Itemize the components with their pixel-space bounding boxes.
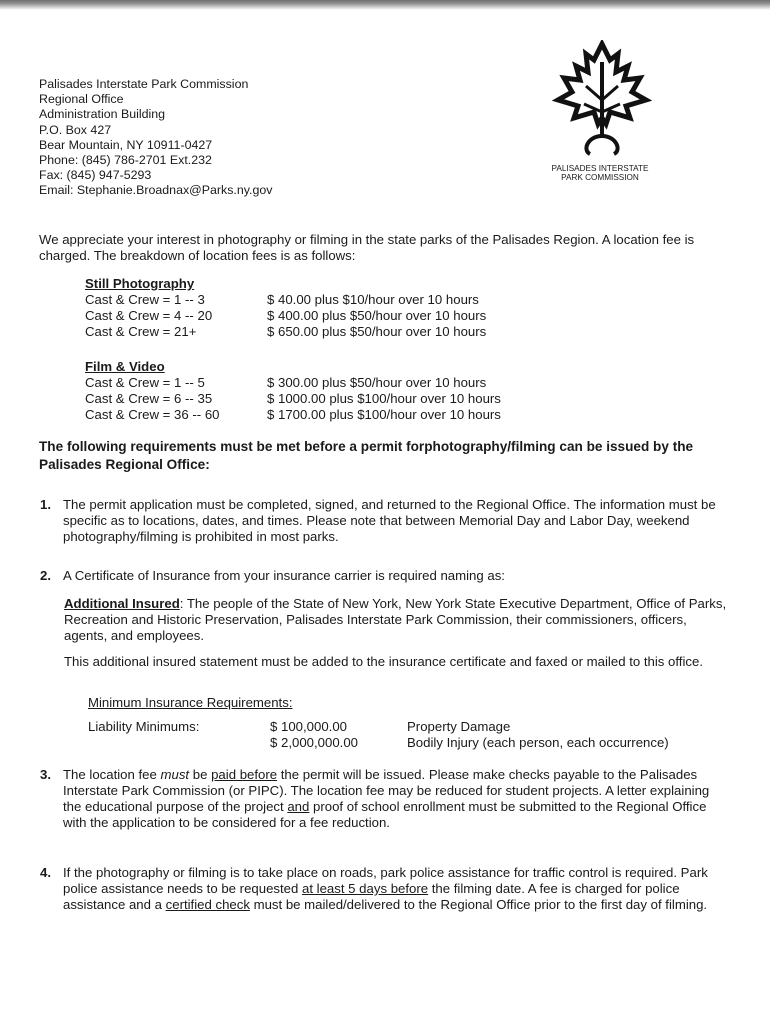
item-number: 1. [40,497,51,512]
additional-insured-paragraph [64,596,732,644]
requirement-4 [40,865,730,913]
text-span: proof of school enrollment must be submitted to the Regional Office with the application to be considered for a fee reduction. [63,799,707,830]
maple-leaf-icon [552,40,652,162]
item-text [63,767,730,831]
still-photography-heading: Still Photography [85,276,195,291]
insurance-amount: $ 2,000,000.00 [270,735,358,750]
requirement-1 [40,497,730,545]
fee-row [85,391,605,407]
fee-row [85,375,605,391]
park-commission-logo [545,40,670,182]
scan-edge [0,0,770,10]
still-photography-fees [85,276,605,340]
text-span: The location fee [63,767,161,782]
requirement-3 [40,767,730,831]
item-text: The permit application must be completed, signed, and returned to the Regional Office. The information must be specific as to locations, dates, and times. Please note that between Memorial Day and Labor Day, weekend photography/filming is prohibited in most parks. [63,497,716,544]
fee-amount: $ 1000.00 plus $100/hour over 10 hours [267,391,501,406]
crew-size: Cast & Crew = 1 -- 5 [85,375,205,390]
text-span: the permit will be issued. Please make checks payable to the Palisades Interstate Park Commission (or PIPC). The location fee may be reduced for student projects. A letter explaining the educational purpose of the project [63,767,710,814]
fee-row [85,292,605,308]
crew-size: Cast & Crew = 1 -- 3 [85,292,205,307]
text-span: the filming date. A fee is charged for police assistance and a [63,881,680,912]
item-number: 4. [40,865,51,880]
text-span: must be mailed/delivered to the Regional Office prior to the first day of filming. [249,897,708,912]
film-video-heading: Film & Video [85,359,165,374]
item-number: 2. [40,568,51,583]
underlined-text: and [287,799,310,814]
address-line: Palisades Interstate Park Commission [39,77,249,91]
insurance-row [88,719,510,735]
minimum-insurance-heading: Minimum Insurance Requirements: [88,695,293,710]
fee-amount: $ 40.00 plus $10/hour over 10 hours [267,292,479,307]
address-line: Administration Building [39,107,166,122]
fee-row [85,324,605,340]
liability-label: Liability Minimums: [88,719,200,734]
requirements-heading: The following requirements must be met before a permit forphotography/filming can be issued by the Palisades Regional Office: [39,439,694,472]
underlined-text: at least 5 days before [302,881,429,896]
crew-size: Cast & Crew = 36 -- 60 [85,407,220,422]
item-text: A Certificate of Insurance from your insurance carrier is required naming as: [63,568,505,583]
item-number: 3. [40,767,51,782]
address-line: Phone: (845) 786-2701 Ext.232 [39,153,212,168]
crew-size: Cast & Crew = 21+ [85,324,197,339]
fee-row [85,407,605,423]
fee-amount: $ 300.00 plus $50/hour over 10 hours [267,375,487,390]
insurance-description: Bodily Injury (each person, each occurrence) [407,735,669,750]
additional-insured-label: Additional Insured [64,596,180,611]
insurance-description: Property Damage [407,719,511,734]
film-video-fees [85,359,605,423]
address-line: Bear Mountain, NY 10911-0427 [39,137,213,152]
underlined-text: paid before [211,767,278,782]
fee-amount: $ 1700.00 plus $100/hour over 10 hours [267,407,501,422]
email-line: Email: Stephanie.Broadnax@Parks.ny.gov [39,183,273,198]
text-emphasis: must [160,767,190,782]
fee-row [85,308,605,324]
address-line: Regional Office [39,92,124,107]
additional-insured-text: : The people of the State of New York, New York State Executive Department, Office of Parks, Recreation and Historic Preservation, Palisades Interstate Park Commission, their commissioners, officers, agents, and employees. [64,596,727,643]
fee-amount: $ 400.00 plus $50/hour over 10 hours [267,308,487,323]
address-block [39,77,272,199]
address-line: P.O. Box 427 [39,122,112,137]
intro-paragraph: We appreciate your interest in photography or filming in the state parks of the Palisades Region. A location fee is charged. The breakdown of location fees is as follows: [39,232,695,263]
crew-size: Cast & Crew = 6 -- 35 [85,391,213,406]
text-span: be [189,767,212,782]
fee-amount: $ 650.00 plus $50/hour over 10 hours [267,324,487,339]
text-span: If the photography or filming is to take place on roads, park police assistance for traffic control is required. Park police assistance needs to be requested [63,865,708,896]
insurance-row [88,735,669,751]
address-line: Fax: (845) 947-5293 [39,168,152,183]
crew-size: Cast & Crew = 4 -- 20 [85,308,213,323]
underlined-text: certified check [165,897,250,912]
requirement-2 [40,568,730,584]
insured-statement: This additional insured statement must be added to the insurance certificate and faxed or mailed to this office. [64,654,703,669]
item-text [63,865,730,913]
logo-caption: PALISADES INTERSTATE PARK COMMISSION [551,164,649,182]
insurance-amount: $ 100,000.00 [270,719,348,734]
